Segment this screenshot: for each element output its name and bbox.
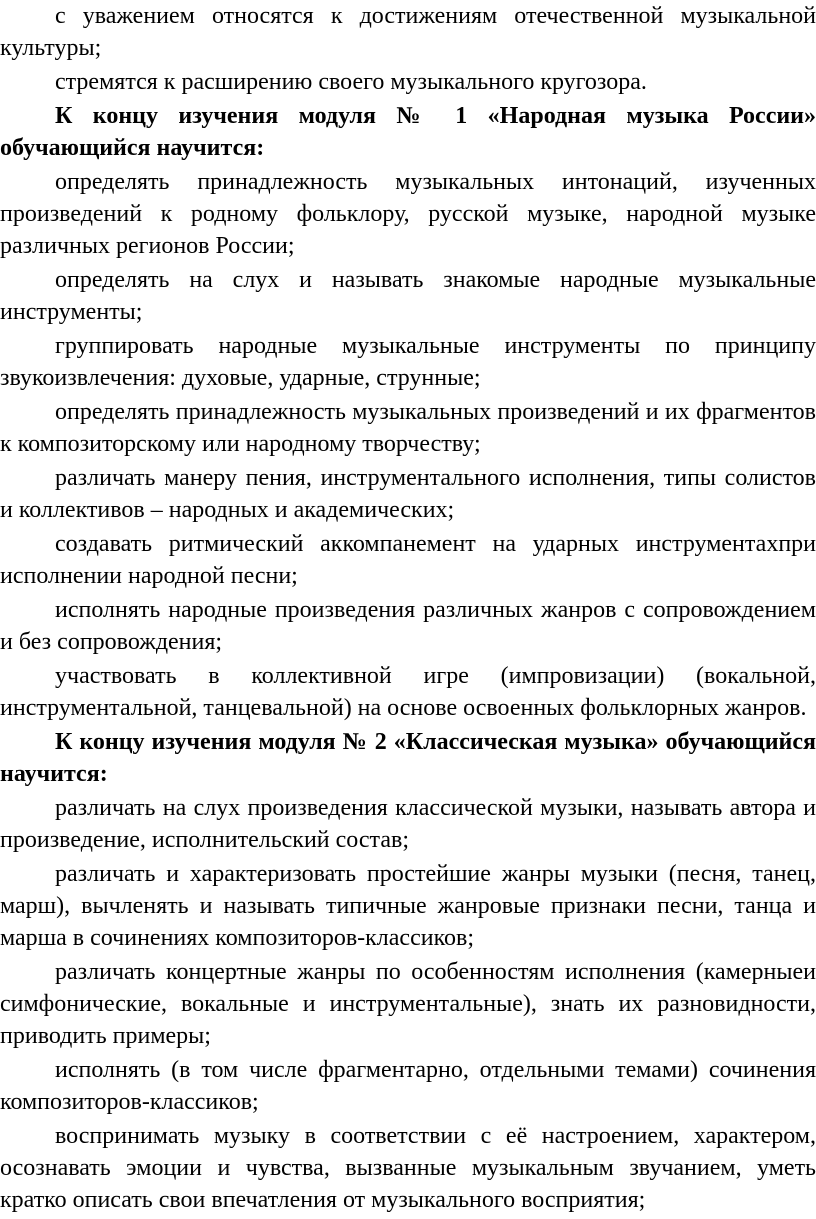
heading-module-2: К концу изучения модуля № 2 «Классическая музыка» обучающийся научится: [0,729,816,787]
paragraph-perceive-music: воспринимать музыку в соответствии с её настроением, характером, осознавать эмоции и чувства, вызванные музыкальным звучанием, уметь кратко описать свои впечатления от музыкального восприятия; [0,1123,816,1213]
paragraph-simple-genres: различать и характеризовать простейшие жанры музыки (песня, танец, марш), вычленять и называть типичные жанровые признаки песни, танца и марша в сочинениях композиторов-классиков; [0,861,816,951]
paragraph-perform-folk: исполнять народные произведения различных жанров с сопровождением и без сопровождения; [0,597,816,655]
paragraph-concert-genres: различать концертные жанры по особенностям исполнения (камерныеи симфонические, вокальные и инструментальные), знать их разновидности, приводить примеры; [0,959,816,1049]
paragraph-perform-classics: исполнять (в том числе фрагментарно, отдельными темами) сочинения композиторов-классиков; [0,1057,816,1115]
heading-module-1: К концу изучения модуля № 1 «Народная музыка России» обучающийся научится: [0,103,816,161]
paragraph-broaden-horizons: стремятся к расширению своего музыкального кругозора. [55,69,647,95]
paragraph-singing-manner: различать манеру пения, инструментального исполнения, типы солистов и коллективов – народных и академических; [0,465,816,523]
paragraph-rhythmic-accompaniment: создавать ритмический аккомпанемент на ударных инструментахпри исполнении народной песни; [0,531,816,589]
paragraph-folk-intonations: определять принадлежность музыкальных интонаций, изученных произведений к родному фольклору, русской музыке, народной музыке различных регионов России; [0,169,816,259]
paragraph-collective-play: участвовать в коллективной игре (импровизации) (вокальной, инструментальной, танцевальной) на основе освоенных фольклорных жанров. [0,663,816,721]
paragraph-folk-instruments: определять на слух и называть знакомые народные музыкальные инструменты; [0,267,816,325]
paragraph-respect-culture: с уважением относятся к достижениям отечественной музыкальной культуры; [0,3,816,61]
paragraph-group-instruments: группировать народные музыкальные инструменты по принципу звукоизвлечения: духовые, ударные, струнные; [0,333,816,391]
paragraph-composer-or-folk: определять принадлежность музыкальных произведений и их фрагментов к композиторскому или народному творчеству; [0,399,816,457]
paragraph-classical-by-ear: различать на слух произведения классической музыки, называть автора и произведение, исполнительский состав; [0,795,816,853]
